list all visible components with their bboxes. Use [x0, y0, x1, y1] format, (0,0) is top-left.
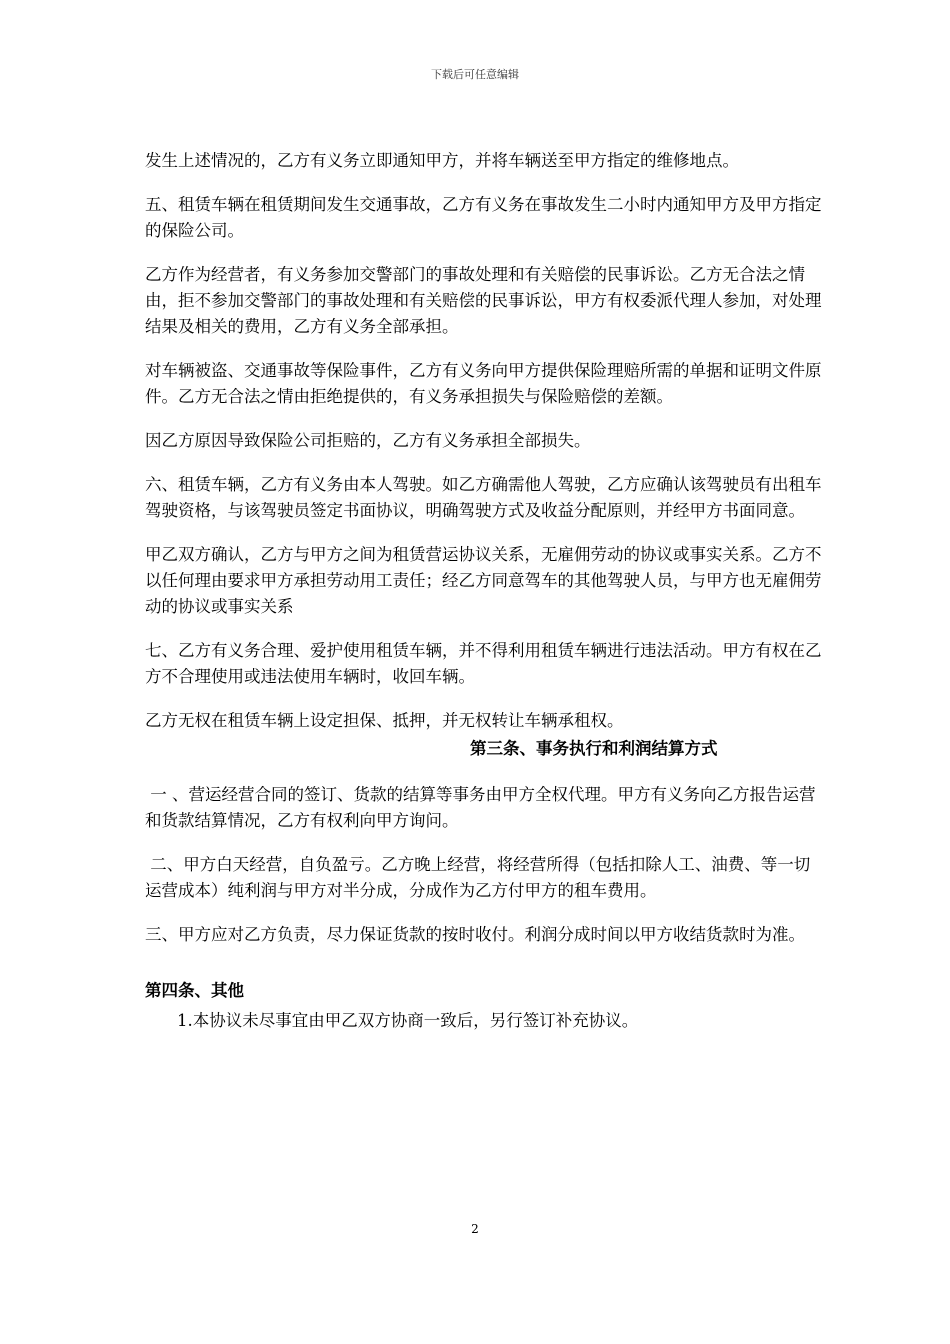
list-item: 1.本协议未尽事宜由甲乙双方协商一致后，另行签订补充协议。: [177, 1011, 639, 1030]
paragraph: 六、租赁车辆，乙方有义务由本人驾驶。如乙方确需他人驾驶，乙方应确认该驾驶员有出租车驾驶资格，与该驾驶员签定书面协议，明确驾驶方式及收益分配原则，并经甲方书面同意。: [145, 475, 822, 520]
paragraph: 发生上述情况的，乙方有义务立即通知甲方，并将车辆送至甲方指定的维修地点。: [145, 151, 739, 170]
section-4-title: 第四条、其他: [145, 981, 244, 1000]
paragraph: 乙方作为经营者，有义务参加交警部门的事故处理和有关赔偿的民事诉讼。乙方无合法之情由，拒不参加交警部门的事故处理和有关赔偿的民事诉讼，甲方有权委派代理人参加，对处理结果及相关的费用，乙方有义务全部承担。: [145, 265, 822, 336]
paragraph: 三、甲方应对乙方负责，尽力保证货款的按时收付。利润分成时间以甲方收结货款时为准。: [145, 925, 805, 944]
page-number: 2: [471, 1222, 479, 1236]
paragraph: 七、乙方有义务合理、爱护使用租赁车辆，并不得利用租赁车辆进行违法活动。甲方有权在乙方不合理使用或违法使用车辆时，收回车辆。: [145, 641, 822, 686]
page-header: 下载后可任意编辑: [431, 68, 519, 81]
paragraph: 二、甲方白天经营，自负盈亏。乙方晚上经营，将经营所得（包括扣除人工、油费、等一切运营成本）纯利润与甲方对半分成，分成作为乙方付甲方的租车费用。: [145, 855, 811, 900]
paragraph: 乙方无权在租赁车辆上设定担保、抵押，并无权转让车辆承租权。: [145, 711, 624, 730]
paragraph: 对车辆被盗、交通事故等保险事件，乙方有义务向甲方提供保险理赔所需的单据和证明文件原件。乙方无合法之情由拒绝提供的，有义务承担损失与保险赔偿的差额。: [145, 361, 822, 406]
document-body: [145, 148, 825, 1034]
section-3-title: 第三条、事务执行和利润结算方式: [470, 739, 718, 758]
paragraph: 一 、营运经营合同的签订、货款的结算等事务由甲方全权代理。甲方有义务向乙方报告运营和货款结算情况，乙方有权利向甲方询问。: [145, 785, 816, 830]
paragraph: 五、租赁车辆在租赁期间发生交通事故，乙方有义务在事故发生二小时内通知甲方及甲方指定的保险公司。: [145, 195, 822, 240]
paragraph: 甲乙双方确认，乙方与甲方之间为租赁营运协议关系，无雇佣劳动的协议或事实关系。乙方不以任何理由要求甲方承担劳动用工责任；经乙方同意驾车的其他驾驶人员，与甲方也无雇佣劳动的协议或事实关系: [145, 545, 822, 616]
paragraph: 因乙方原因导致保险公司拒赔的，乙方有义务承担全部损失。: [145, 431, 591, 450]
